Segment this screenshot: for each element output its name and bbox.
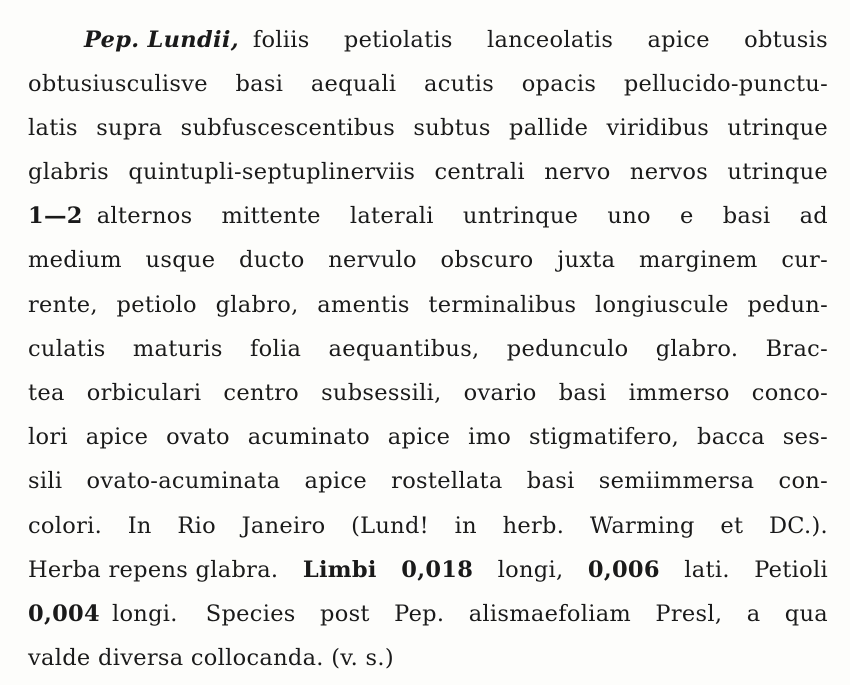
text-line-3-content: latis supra subfuscescentibus subtus pallide viridibus utrinque xyxy=(28,115,828,141)
text-line-12-content: colori. In Rio Janeiro (Lund! in herb. Warming et DC.). xyxy=(28,513,828,539)
text-line-6 xyxy=(28,240,828,280)
text-line-15 xyxy=(28,638,828,678)
text-line-8 xyxy=(28,329,828,369)
text-line-13 xyxy=(28,550,828,590)
species-name: Pep. Lundii, xyxy=(84,27,239,53)
text-line-2-content: obtusiusculisve basi aequali acutis opacis pellucido-punctu- xyxy=(28,71,828,97)
text-line-2 xyxy=(28,64,828,104)
bold-number-range: 1—2 xyxy=(28,203,83,229)
limb-width-value: 0,006 xyxy=(587,557,660,583)
text-line-1 xyxy=(84,20,828,60)
text-line-9 xyxy=(28,373,828,413)
text-line-11-content: sili ovato-acuminata apice rostellata basi semiimmersa con- xyxy=(28,468,828,494)
text-line-14 xyxy=(28,594,828,634)
text-line-9-content: tea orbiculari centro subsessili, ovario basi immerso conco- xyxy=(28,380,828,406)
text-line-12 xyxy=(28,506,828,546)
text-line-11 xyxy=(28,461,828,501)
text-line-10 xyxy=(28,417,828,457)
petiole-length-value: 0,004 xyxy=(28,601,100,627)
text-line-10-content: lori apice ovato acuminato apice imo stigmatifero, bacca ses- xyxy=(28,424,828,450)
text-line-13-f: lati. xyxy=(684,557,730,583)
text-line-1-rest: foliis petiolatis lanceolatis apice obtusis xyxy=(252,27,828,53)
text-line-15-content: valde diversa collocanda. (v. s.) xyxy=(28,645,394,671)
text-line-14-c: Species post Pep. alismaefoliam Presl, a qua xyxy=(205,601,828,627)
text-line-13-g: Petioli xyxy=(754,557,828,583)
text-line-5-rest: alternos mittente laterali untrinque uno e basi ad xyxy=(96,203,828,229)
text-line-13-d: longi, xyxy=(497,557,564,583)
text-line-13-b: Limbi xyxy=(302,557,377,583)
text-line-7 xyxy=(28,285,828,325)
text-line-14-b: longi. xyxy=(111,601,178,627)
text-line-4-content: glabris quintupli-septuplinerviis centrali nervo nervos utrinque xyxy=(28,159,828,185)
text-line-7-content: rente, petiolo glabro, amentis terminalibus longiuscule pedun- xyxy=(28,292,828,318)
text-line-13-a: Herba repens glabra. xyxy=(28,557,279,583)
text-line-5 xyxy=(28,196,828,236)
text-line-6-content: medium usque ducto nervulo obscuro juxta marginem cur- xyxy=(28,247,828,273)
limb-length-value: 0,018 xyxy=(401,557,474,583)
text-line-8-content: culatis maturis folia aequantibus, pedunculo glabro. Brac- xyxy=(28,336,828,362)
text-line-4 xyxy=(28,152,828,192)
text-line-3 xyxy=(28,108,828,148)
